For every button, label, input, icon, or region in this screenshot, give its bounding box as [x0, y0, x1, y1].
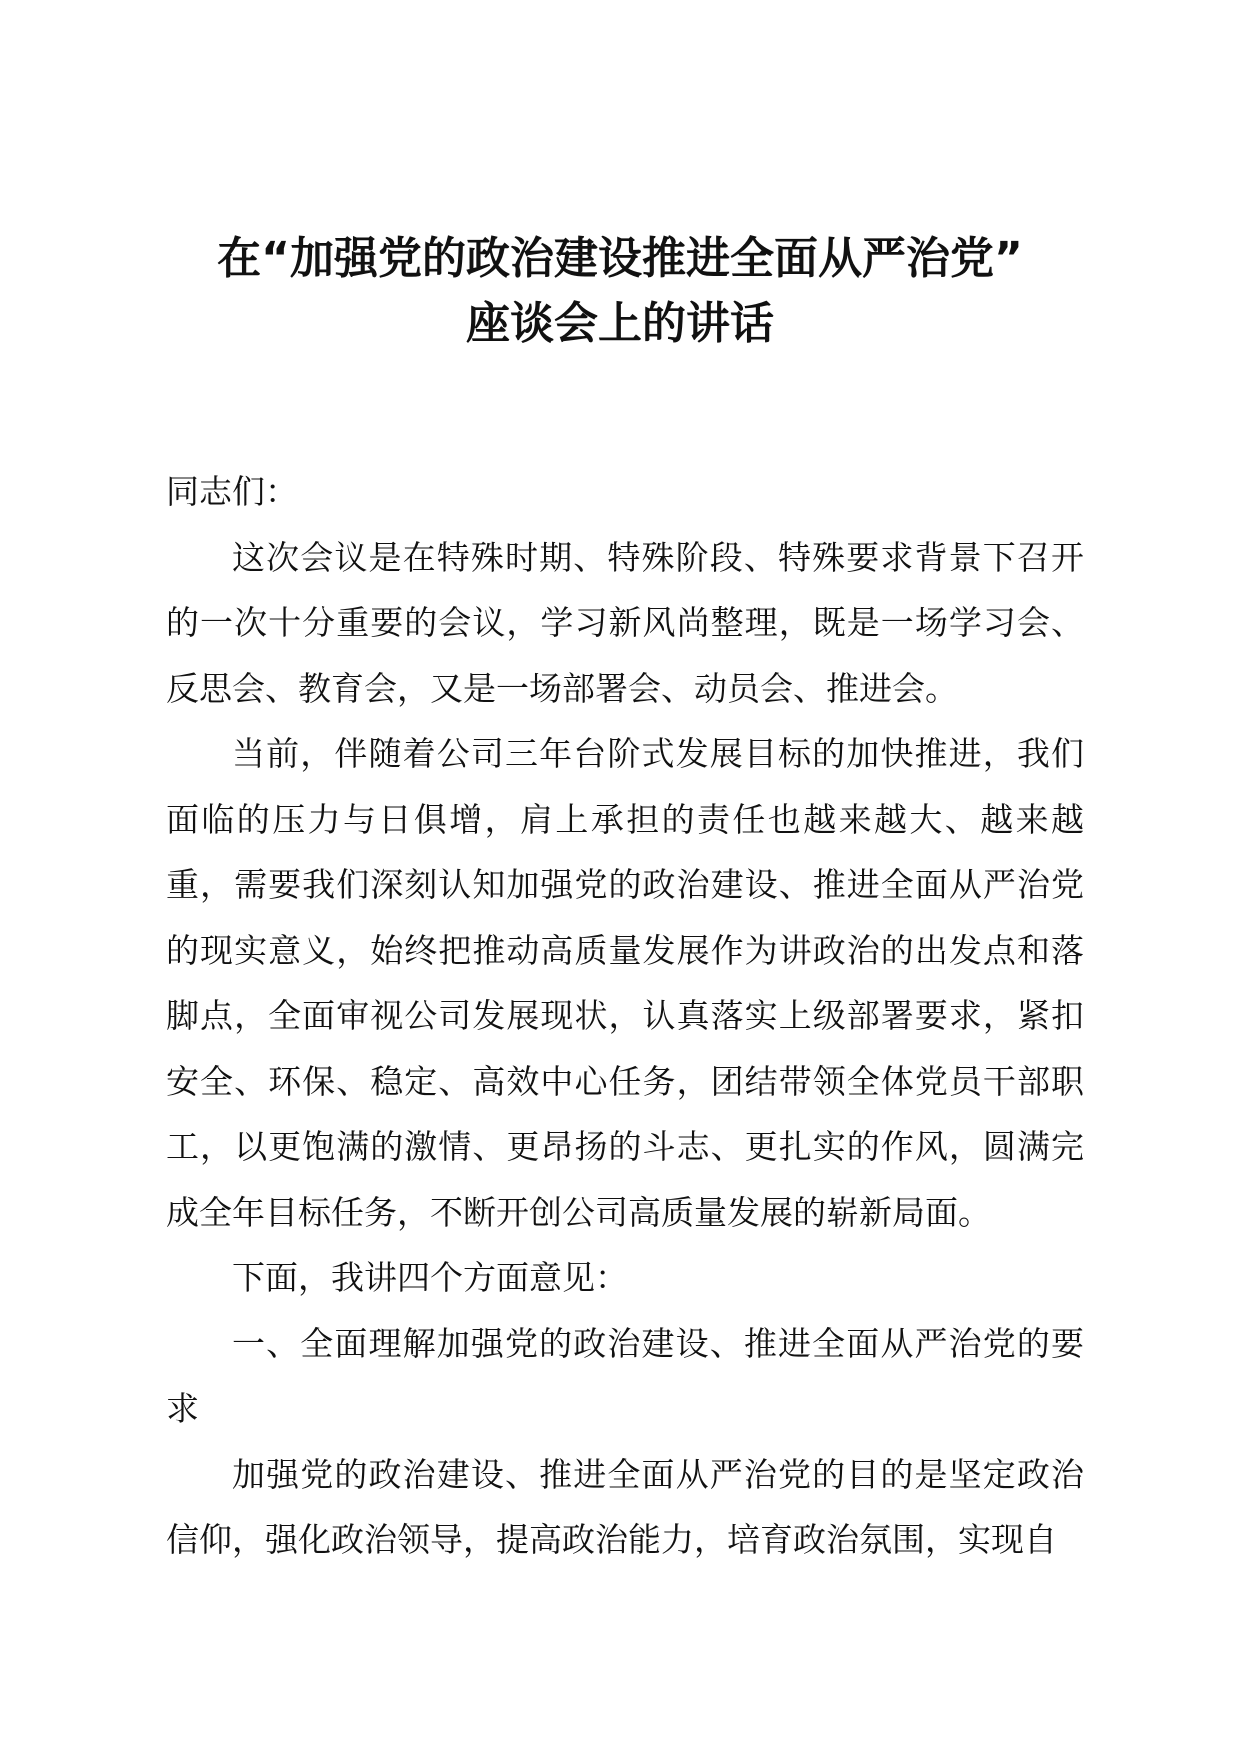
salutation: 同志们：	[166, 472, 298, 511]
paragraph-political-construction: 加强党的政治建设、推进全面从严治党的目的是坚定政治信仰，强化政治领导，提高政治能力，培育政治氛围，实现自	[166, 1454, 1084, 1559]
paragraph-meeting-intro: 这次会议是在特殊时期、特殊阶段、特殊要求背景下召开的一次十分重要的会议，学习新风尚整理，既是一场学习会、反思会、教育会，又是一场部署会、动员会、推进会。	[166, 537, 1084, 708]
paragraph-current-situation: 当前，伴随着公司三年台阶式发展目标的加快推进，我们面临的压力与日俱增，肩上承担的责任也越来越大、越来越重，需要我们深刻认知加强党的政治建设、推进全面从严治党的现实意义，始终把推动高质量发展作为讲政治的出发点和落脚点，全面审视公司发展现状，认真落实上级部署要求，紧扣安全、环保、稳定、高效中心任务，团结带领全体党员干部职工，以更饱满的激情、更昂扬的斗志、更扎实的作风，圆满完成全年目标任务，不断开创公司高质量发展的崭新局面。	[166, 734, 1084, 1232]
document-body	[166, 459, 1084, 1573]
paragraph-four-aspects: 下面，我讲四个方面意见：	[232, 1258, 628, 1297]
section-heading-1: 一、全面理解加强党的政治建设、推进全面从严治党的要求	[166, 1323, 1084, 1428]
document-title-line-1: 在“加强党的政治建设推进全面从严治党”	[217, 233, 1023, 284]
document-title-line-2: 座谈会上的讲话	[466, 298, 774, 349]
